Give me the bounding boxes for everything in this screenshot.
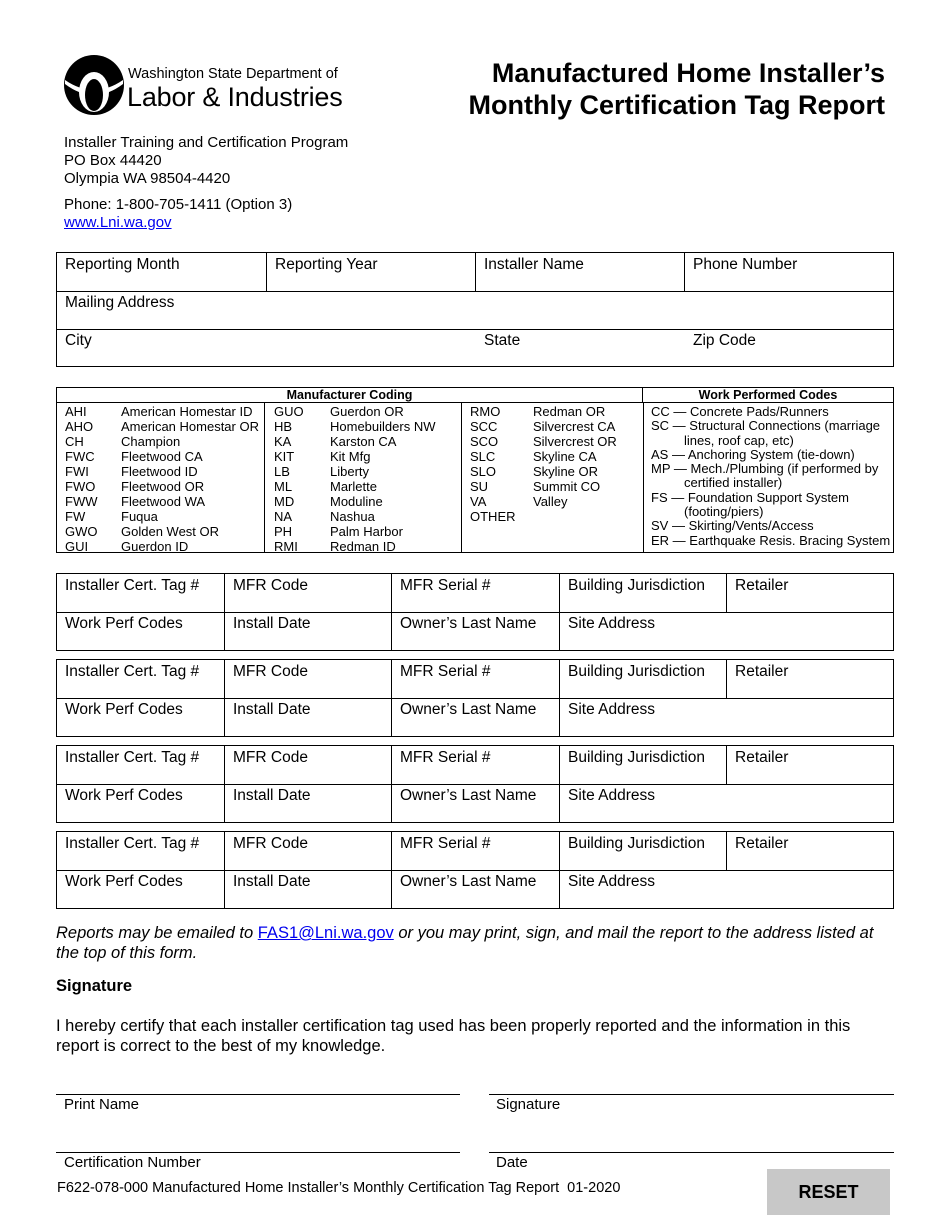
mailing-address-field[interactable]: Mailing Address	[65, 294, 175, 311]
owner-last-name-field[interactable]: Owner’s Last Name	[392, 698, 560, 736]
install-date-field[interactable]: Install Date	[225, 784, 392, 822]
form-id-footer: F622-078-000 Manufactured Home Installer’s Monthly Certification Tag Report 01-2020	[57, 1180, 621, 1196]
mfr-code-row: AHI American Homestar ID	[65, 404, 253, 419]
tag-entry-block-4	[56, 831, 894, 909]
mfr-serial-field[interactable]: MFR Serial #	[392, 832, 560, 870]
mfr-code-row: FWI Fleetwood ID	[65, 464, 198, 479]
work-code-line: certified installer)	[684, 475, 783, 491]
tag-entry-block-1	[56, 573, 894, 651]
signature-line[interactable]	[489, 1094, 894, 1095]
mfr-serial-field[interactable]: MFR Serial #	[392, 660, 560, 698]
mfr-code-row: VA Valley	[470, 494, 568, 509]
form-title	[365, 57, 885, 121]
mfr-serial-field[interactable]: MFR Serial #	[392, 746, 560, 784]
tag-entry-block-3	[56, 745, 894, 823]
reset-button[interactable]: RESET	[767, 1169, 890, 1215]
work-code-line: MP — Mech./Plumbing (if performed by	[651, 461, 879, 477]
mfr-code-row: SCO Silvercrest OR	[470, 434, 617, 449]
zip-code-field[interactable]: Zip Code	[693, 332, 756, 349]
agency-logo	[63, 54, 343, 118]
manufacturer-coding-header: Manufacturer Coding	[57, 388, 643, 403]
logo-line1: Washington State Department of	[128, 66, 338, 82]
mfr-code-row: KIT Kit Mfg	[274, 449, 371, 464]
mfr-code-row: OTHER	[470, 509, 516, 524]
work-code-line: AS — Anchoring System (tie-down)	[651, 446, 855, 462]
mfr-code-field[interactable]: MFR Code	[225, 746, 392, 784]
mfr-code-row: GUI Guerdon ID	[65, 539, 189, 554]
retailer-field[interactable]: Retailer	[735, 835, 789, 852]
cert-tag-field[interactable]: Installer Cert. Tag #	[57, 660, 225, 698]
logo-line2: Labor & Industries	[127, 82, 343, 112]
work-perf-codes-field[interactable]: Work Perf Codes	[57, 870, 225, 908]
mfr-code-row: FW Fuqua	[65, 509, 158, 524]
retailer-field[interactable]: Retailer	[735, 577, 789, 594]
email-link[interactable]: FAS1@Lni.wa.gov	[257, 924, 394, 942]
building-jurisdiction-field[interactable]: Building Jurisdiction	[560, 832, 727, 870]
mfr-code-row: FWO Fleetwood OR	[65, 479, 205, 494]
signature-label: Signature	[496, 1096, 561, 1113]
work-code-line: CC — Concrete Pads/Runners	[651, 404, 829, 419]
signature-heading: Signature	[56, 977, 133, 995]
work-perf-codes-field[interactable]: Work Perf Codes	[57, 612, 225, 650]
retailer-field[interactable]: Retailer	[735, 663, 789, 680]
site-address-field[interactable]: Site Address	[568, 701, 656, 718]
building-jurisdiction-field[interactable]: Building Jurisdiction	[560, 746, 727, 784]
owner-last-name-field[interactable]: Owner’s Last Name	[392, 870, 560, 908]
install-date-field[interactable]: Install Date	[225, 612, 392, 650]
work-code-line: SC — Structural Connections (marriage	[651, 418, 881, 434]
mfr-code-row: CH Champion	[65, 434, 181, 449]
mfr-codes-col1	[65, 404, 259, 554]
print-name-label: Print Name	[64, 1096, 140, 1113]
reporting-year-field[interactable]: Reporting Year	[267, 253, 476, 291]
building-jurisdiction-field[interactable]: Building Jurisdiction	[560, 574, 727, 612]
mfr-code-row: SU Summit CO	[470, 479, 601, 494]
install-date-field[interactable]: Install Date	[225, 870, 392, 908]
mfr-code-field[interactable]: MFR Code	[225, 660, 392, 698]
mfr-code-row: PH Palm Harbor	[274, 524, 403, 539]
city-field[interactable]: City	[65, 332, 92, 349]
installer-info-box	[56, 252, 894, 367]
title-line1: Manufactured Home Installer’s	[491, 58, 885, 88]
work-code-line: SV — Skirting/Vents/Access	[651, 518, 814, 534]
mfr-code-row: ML Marlette	[274, 479, 377, 494]
mfr-code-row: GWO Golden West OR	[65, 524, 220, 539]
cert-number-label: Certification Number	[64, 1154, 201, 1171]
site-address-field[interactable]: Site Address	[568, 873, 656, 890]
work-codes-list	[651, 404, 890, 547]
mfr-codes-col3	[470, 404, 617, 524]
cert-tag-field[interactable]: Installer Cert. Tag #	[57, 746, 225, 784]
retailer-field[interactable]: Retailer	[735, 749, 789, 766]
install-date-field[interactable]: Install Date	[225, 698, 392, 736]
mfr-code-field[interactable]: MFR Code	[225, 832, 392, 870]
phone-number-field[interactable]: Phone Number	[693, 256, 798, 273]
mfr-code-row: RMI Redman ID	[274, 539, 396, 554]
mfr-code-row: SCC Silvercrest CA	[470, 419, 616, 434]
reporting-month-field[interactable]: Reporting Month	[57, 253, 267, 291]
work-code-line: (footing/piers)	[684, 504, 764, 520]
mfr-serial-field[interactable]: MFR Serial #	[392, 574, 560, 612]
website-link[interactable]: www.Lni.wa.gov	[64, 214, 172, 231]
work-perf-codes-field[interactable]: Work Perf Codes	[57, 784, 225, 822]
address-line3: Olympia WA 98504-4420	[64, 170, 231, 187]
mfr-code-row: SLC Skyline CA	[470, 449, 597, 464]
date-label: Date	[496, 1154, 528, 1171]
site-address-field[interactable]: Site Address	[568, 787, 656, 804]
cert-number-line[interactable]	[56, 1152, 460, 1153]
title-line2: Monthly Certification Tag Report	[468, 90, 885, 120]
cert-tag-field[interactable]: Installer Cert. Tag #	[57, 832, 225, 870]
phone-text: Phone: 1-800-705-1411 (Option 3)	[64, 196, 293, 213]
mfr-code-row: RMO Redman OR	[470, 404, 606, 419]
work-perf-codes-field[interactable]: Work Perf Codes	[57, 698, 225, 736]
lni-logo-icon	[63, 54, 125, 116]
tag-entry-block-2	[56, 659, 894, 737]
email-note: Reports may be emailed to FAS1@Lni.wa.gov or you may print, sign, and mail the report to the address listed at the top of this form.	[56, 924, 874, 962]
mfr-code-row: AHO American Homestar OR	[65, 419, 259, 434]
owner-last-name-field[interactable]: Owner’s Last Name	[392, 784, 560, 822]
work-code-line: FS — Foundation Support System	[651, 489, 849, 505]
work-codes-header: Work Performed Codes	[643, 388, 893, 403]
mfr-code-row: NA Nashua	[274, 509, 375, 524]
mfr-code-row: GUO Guerdon OR	[274, 404, 404, 419]
address-line2: PO Box 44420	[64, 152, 162, 169]
building-jurisdiction-field[interactable]: Building Jurisdiction	[560, 660, 727, 698]
program-address	[64, 134, 348, 232]
site-address-field[interactable]: Site Address	[568, 615, 656, 632]
work-code-line: lines, roof cap, etc)	[684, 432, 794, 448]
mfr-code-row: MD Moduline	[274, 494, 383, 509]
work-code-line: ER — Earthquake Resis. Bracing System	[651, 532, 891, 548]
mfr-code-row: SLO Skyline OR	[470, 464, 599, 479]
mfr-code-row: KA Karston CA	[274, 434, 397, 449]
state-field[interactable]: State	[484, 332, 521, 349]
mfr-code-row: HB Homebuilders NW	[274, 419, 436, 434]
address-line1: Installer Training and Certification Program	[64, 134, 349, 151]
owner-last-name-field[interactable]: Owner’s Last Name	[392, 612, 560, 650]
installer-name-field[interactable]: Installer Name	[476, 253, 685, 291]
date-line[interactable]	[489, 1152, 894, 1153]
certify-statement: I hereby certify that each installer certification tag used has been properly reported and the information in this report is correct to the best of my knowledge.	[56, 1017, 851, 1055]
mfr-code-row: FWW Fleetwood WA	[65, 494, 206, 509]
coding-table	[56, 387, 894, 553]
mfr-codes-col2	[274, 404, 435, 554]
mfr-code-row: FWC Fleetwood CA	[65, 449, 203, 464]
mfr-code-field[interactable]: MFR Code	[225, 574, 392, 612]
print-name-line[interactable]	[56, 1094, 460, 1095]
cert-tag-field[interactable]: Installer Cert. Tag #	[57, 574, 225, 612]
mfr-code-row: LB Liberty	[274, 464, 370, 479]
